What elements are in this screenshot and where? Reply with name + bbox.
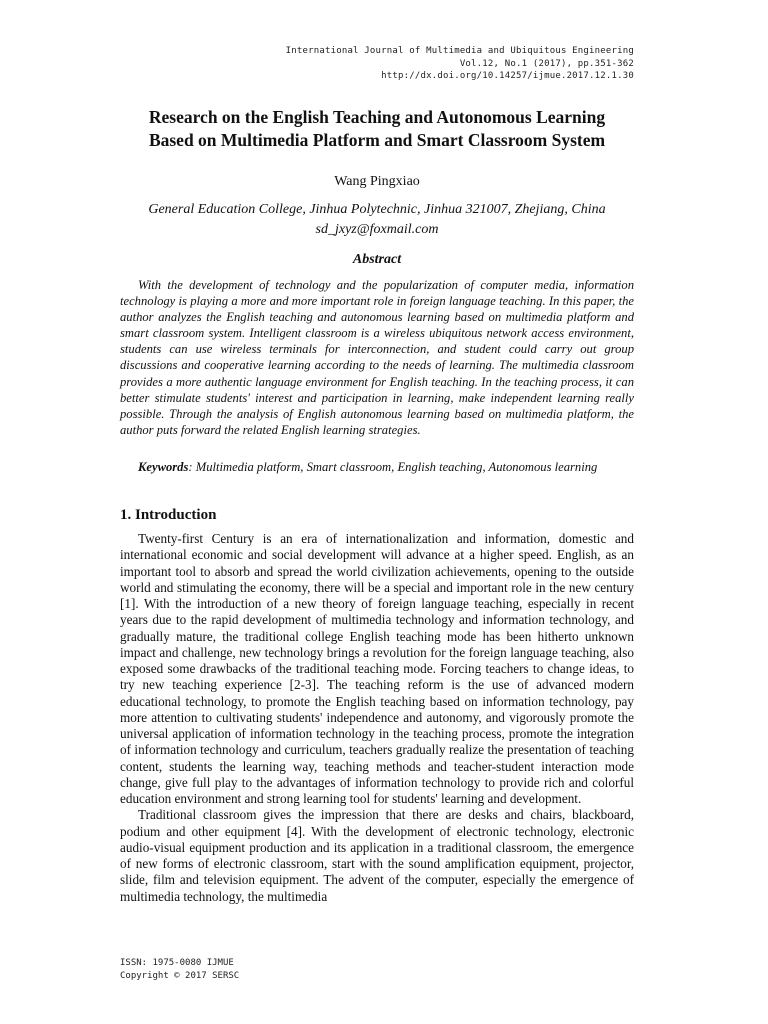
author-affiliation-block (110, 200, 644, 239)
section-heading-introduction: 1. Introduction (120, 507, 217, 523)
introduction-body (120, 531, 634, 905)
journal-name: International Journal of Multimedia and Ubiquitous Engineering (285, 46, 634, 56)
abstract-body: With the development of technology and the popularization of computer media, information technology is playing a more and more important role in foreign language teaching. In this paper, the author analyzes the English teaching and autonomous learning based on multimedia platform and smart classroom system. Intelligent classroom is a wireless ubiquitous network access environment, students can use wireless terminals for interconnection, and student could carry out group discussions and cooperative learning according to the needs of learning. The multimedia classroom provides a more authentic language environment for English teaching. In the teaching process, it can better stimulate students' interest and participation in learning, make independent learning really possible. Through the analysis of English autonomous learning based on multimedia platform, the author puts forward the related English learning strategies. (120, 278, 634, 437)
footer-copyright: Copyright © 2017 SERSC (120, 970, 240, 981)
introduction-paragraph-2: Traditional classroom gives the impression that there are desks and chairs, blackboard, podium and other equipment [4]. With the development of electronic technology, electronic audio-visual equipment production and its application in a traditional classroom, the emergence of new forms of electronic classroom, start with the sound amplification equipment, projector, slide, film and television equipment. The advent of the computer, especially the emergence of multimedia technology, the multimedia (120, 807, 634, 904)
title-line-2: Based on Multimedia Platform and Smart Classroom System (148, 130, 606, 150)
paper-title (120, 106, 634, 152)
page-footer (120, 957, 420, 982)
author-email[interactable]: sd_jxyz@foxmail.com (315, 221, 439, 237)
affiliation: General Education College, Jinhua Polytechnic, Jinhua 321007, Zhejiang, China (148, 202, 606, 217)
footer-issn: ISSN: 1975-0080 IJMUE (120, 958, 234, 968)
introduction-paragraph-1: Twenty-first Century is an era of internationalization and information, domestic and international economic and social development will advance at a higher speed. English, as an important tool to absorb and spread the world civilization achievements, opening to the outside world and stimulating the economy, there will be a special and important role in the new century [1]. With the introduction of a new theory of foreign language teaching, especially in recent years due to the rapid development of multimedia technology and information technology, and gradually mature, the traditional college English teaching mode has been hitherto unknown impact and challenge, new technology brings a revolution for the foreign language teaching, also exposed some drawbacks of the traditional teaching mode. Forcing teachers to change ideas, to try new teaching experience [2-3]. The teaching reform is the use of advanced modern educational technology, to promote the English teaching based on information technology, pay more attention to cultivating students' independence and autonomy, and vigorously promote the universal application of information technology in the teaching process, promote the integration of information technology and curriculum, teachers gradually realize the presentation of teaching content, students the learning way, teaching methods and teacher-student interaction mode change, give full play to the advantages of information technology to provide rich and colorful education environment and strong learning tool for students' learning and development. (120, 531, 634, 806)
keywords-label: Keywords (138, 460, 189, 474)
keywords (120, 459, 634, 476)
journal-doi[interactable]: http://dx.doi.org/10.14257/ijmue.2017.12.1.30 (381, 71, 634, 81)
author-name: Wang Pingxiao (334, 174, 420, 189)
abstract-heading: Abstract (352, 252, 402, 267)
title-line-1: Research on the English Teaching and Autonomous Learning (148, 107, 606, 127)
journal-header (214, 45, 634, 83)
keywords-text: : Multimedia platform, Smart classroom, English teaching, Autonomous learning (188, 460, 598, 474)
journal-volume: Vol.12, No.1 (2017), pp.351-362 (459, 58, 634, 69)
